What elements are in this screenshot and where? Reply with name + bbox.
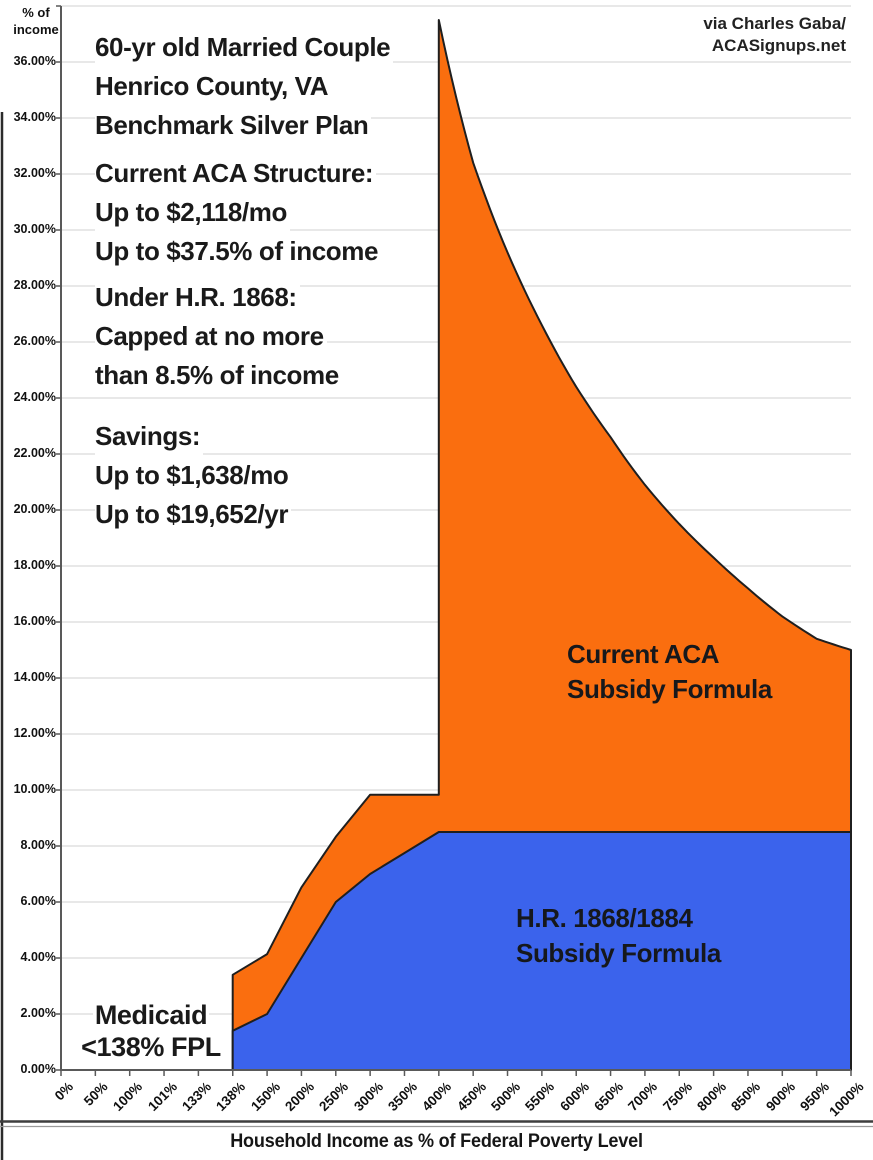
x-axis-tick-label-text: 200%	[282, 1079, 318, 1115]
x-axis-tick-label-text: 500%	[488, 1079, 524, 1115]
x-axis-tick-label-text: 400%	[419, 1079, 455, 1115]
y-axis-tick-label: 8.00%	[20, 838, 56, 852]
x-axis-title: Household Income as % of Federal Poverty Level	[230, 1131, 643, 1152]
y-axis-tick-label: 12.00%	[13, 726, 56, 740]
x-axis-tick-label-text: 150%	[247, 1079, 283, 1115]
annotation-line: Up to $37.5% of income	[95, 232, 381, 271]
annotation-scenario	[95, 28, 393, 145]
area-label-hr1868	[516, 901, 721, 971]
attribution	[703, 13, 846, 57]
annotation-line: Benchmark Silver Plan	[95, 106, 371, 145]
y-axis-unit-line: income	[13, 22, 59, 37]
y-axis-tick-label: 24.00%	[13, 390, 56, 404]
annotation-line: Under H.R. 1868:	[95, 278, 300, 317]
annotation-line: Up to $2,118/mo	[95, 193, 290, 232]
x-axis-tick-label-text: 300%	[350, 1079, 386, 1115]
attribution-line: via Charles Gaba/	[703, 14, 846, 33]
x-axis-tick-label-text: 800%	[694, 1079, 730, 1115]
annotation-line: Up to $19,652/yr	[95, 495, 291, 534]
y-axis-tick-label: 4.00%	[20, 950, 56, 964]
attribution-line: ACASignups.net	[711, 36, 846, 55]
area-label-current-aca	[567, 637, 772, 707]
area-label-line: Current ACA	[567, 639, 720, 669]
y-axis-tick-label: 20.00%	[13, 502, 56, 516]
annotation-line: Capped at no more	[95, 317, 327, 356]
x-axis-tick-label-text: 1000%	[826, 1079, 867, 1120]
x-axis-tick-label-text: 950%	[797, 1079, 833, 1115]
medicaid-line: Medicaid	[94, 1000, 208, 1030]
x-axis-tick-label-text: 0%	[52, 1079, 77, 1104]
y-axis-unit-label	[8, 4, 64, 38]
x-axis-tick-label-text: 750%	[659, 1079, 695, 1115]
y-axis-tick-label: 16.00%	[13, 614, 56, 628]
x-axis-tick-label-text: 900%	[762, 1079, 798, 1115]
area-label-line: Subsidy Formula	[567, 674, 772, 704]
area-label-line: H.R. 1868/1884	[516, 903, 693, 933]
medicaid-line: <138% FPL	[81, 1032, 221, 1062]
medicaid-label	[66, 999, 236, 1063]
x-axis-tick-label-text: 450%	[453, 1079, 489, 1115]
y-axis-unit-line: % of	[22, 5, 50, 20]
x-axis-tick-label-text: 600%	[556, 1079, 592, 1115]
annotation-line: Henrico County, VA	[95, 67, 331, 106]
x-axis-tick-label-text: 138%	[213, 1079, 249, 1115]
y-axis-tick-label: 22.00%	[13, 446, 56, 460]
x-axis-tick-label-text: 350%	[385, 1079, 421, 1115]
annotation-current-aca	[95, 154, 381, 271]
annotation-hr1868	[95, 278, 342, 395]
y-axis-tick-label: 18.00%	[13, 558, 56, 572]
y-axis-tick-label: 34.00%	[13, 110, 56, 124]
x-axis-tick-label-text: 700%	[625, 1079, 661, 1115]
annotation-line: Savings:	[95, 417, 203, 456]
x-axis-tick-label-text: 650%	[591, 1079, 627, 1115]
x-axis-tick-label-text: 550%	[522, 1079, 558, 1115]
y-axis-tick-label: 2.00%	[20, 1006, 56, 1020]
y-axis-tick-label: 32.00%	[13, 166, 56, 180]
y-axis-tick-label: 6.00%	[20, 894, 56, 908]
y-axis-tick-label: 30.00%	[13, 222, 56, 236]
x-axis-tick-label-text: 133%	[178, 1079, 214, 1115]
annotation-line: 60-yr old Married Couple	[95, 28, 393, 67]
y-axis-tick-label: 36.00%	[13, 54, 56, 68]
y-axis-tick-label: 10.00%	[13, 782, 56, 796]
x-axis-tick-label-text: 850%	[728, 1079, 764, 1115]
annotation-line: Current ACA Structure:	[95, 154, 376, 193]
x-axis-tick-label-text: 100%	[110, 1079, 146, 1115]
annotation-savings	[95, 417, 291, 534]
x-axis-tick-label-text: 50%	[81, 1079, 111, 1109]
area-label-line: Subsidy Formula	[516, 938, 721, 968]
y-axis-tick-label: 0.00%	[20, 1062, 56, 1076]
annotation-line: Up to $1,638/mo	[95, 456, 291, 495]
y-axis-tick-label: 26.00%	[13, 334, 56, 348]
x-axis-tick-label-text: 101%	[144, 1079, 180, 1115]
x-axis-tick-label-text: 250%	[316, 1079, 352, 1115]
annotation-line: than 8.5% of income	[95, 356, 342, 395]
y-axis-tick-label: 14.00%	[13, 670, 56, 684]
y-axis-tick-label: 28.00%	[13, 278, 56, 292]
